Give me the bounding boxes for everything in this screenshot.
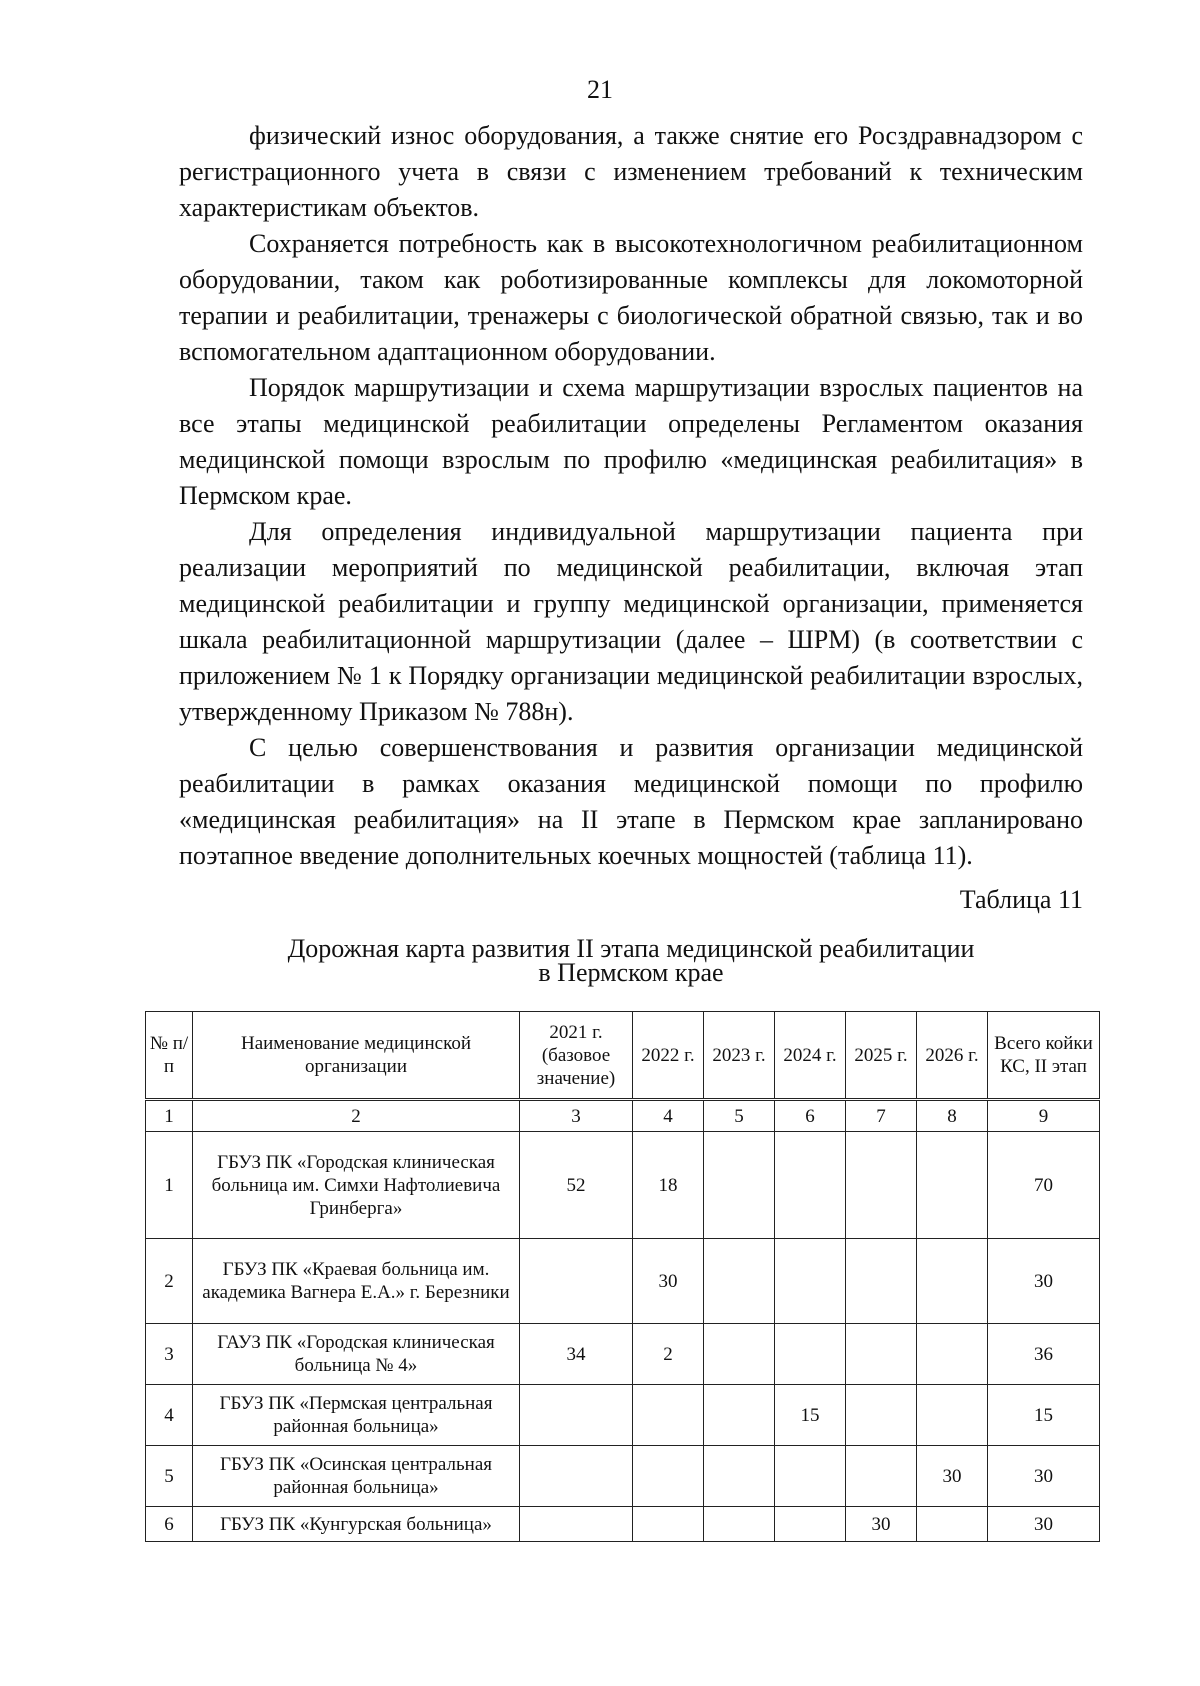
table-cell: 36: [988, 1324, 1100, 1385]
table-cell: [704, 1132, 775, 1239]
table-cell: [704, 1446, 775, 1507]
table-cell: 1: [146, 1132, 193, 1239]
column-number: 8: [917, 1100, 988, 1132]
header-cell: 2023 г.: [704, 1012, 775, 1100]
table-cell: 52: [520, 1132, 633, 1239]
table-cell: [917, 1385, 988, 1446]
paragraph: Для определения индивидуальной маршрутизации пациента при реализации мероприятий по медицинской реабилитации, включая этап медицинской реабилитации и группу медицинской организации, применяется шкала реабилитационной маршрутизации (далее – ШРМ) (в соответствии с приложением № 1 к Порядку организации медицинской реабилитации взрослых, утвержденному Приказом № 788н).: [179, 517, 1083, 726]
table-cell: [633, 1385, 704, 1446]
table-cell: [775, 1132, 846, 1239]
table-cell: [917, 1324, 988, 1385]
column-number: 6: [775, 1100, 846, 1132]
roadmap-table: [145, 1011, 1100, 1542]
table-cell: 3: [146, 1324, 193, 1385]
column-number-row: [146, 1100, 1100, 1132]
table-cell: 2: [633, 1324, 704, 1385]
paragraph: С целью совершенствования и развития организации медицинской реабилитации в рамках оказания медицинской помощи по профилю «медицинская реабилитация» на II этапе в Пермском крае запланировано поэтапное введение дополнительных коечных мощностей (таблица 11).: [179, 733, 1083, 870]
header-cell: Наименование медицинской организации: [193, 1012, 520, 1100]
table-cell: [846, 1132, 917, 1239]
table-cell: [846, 1446, 917, 1507]
column-number: 5: [704, 1100, 775, 1132]
table-cell: 15: [775, 1385, 846, 1446]
table-row: [146, 1239, 1100, 1324]
table-cell: 30: [988, 1239, 1100, 1324]
table-cell: [846, 1239, 917, 1324]
table-cell: [846, 1385, 917, 1446]
table-cell: [775, 1507, 846, 1542]
table-cell: [704, 1507, 775, 1542]
table-cell: 30: [917, 1446, 988, 1507]
table-cell: ГБУЗ ПК «Краевая больница им. академика Вагнера Е.А.» г. Березники: [193, 1239, 520, 1324]
header-cell: Всего койки КС, II этап: [988, 1012, 1100, 1100]
header-cell: 2025 г.: [846, 1012, 917, 1100]
page-number: 21: [587, 75, 613, 104]
table-cell: [704, 1239, 775, 1324]
table-cell: 4: [146, 1385, 193, 1446]
column-number: 2: [193, 1100, 520, 1132]
column-number: 4: [633, 1100, 704, 1132]
table-cell: [917, 1239, 988, 1324]
table-cell: 30: [988, 1446, 1100, 1507]
table-cell: [775, 1239, 846, 1324]
paragraph: Порядок маршрутизации и схема маршрутизации взрослых пациентов на все этапы медицинской реабилитации определены Регламентом оказания медицинской помощи взрослым по профилю «медицинская реабилитация» в Пермском крае.: [179, 373, 1083, 510]
table-cell: [633, 1507, 704, 1542]
table-cell: [704, 1324, 775, 1385]
table-cell: [846, 1324, 917, 1385]
header-cell: 2021 г. (базовое значение): [520, 1012, 633, 1100]
paragraph: физический износ оборудования, а также снятие его Росздравнадзором с регистрационного учета в связи с изменением требований к техническим характеристикам объектов.: [179, 121, 1083, 222]
table-cell: [775, 1446, 846, 1507]
table-cell: [917, 1507, 988, 1542]
table-cell: ГБУЗ ПК «Осинская центральная районная больница»: [193, 1446, 520, 1507]
table-cell: 70: [988, 1132, 1100, 1239]
table-cell: ГБУЗ ПК «Городская клиническая больница им. Симхи Нафтолиевича Гринберга»: [193, 1132, 520, 1239]
table-cell: 2: [146, 1239, 193, 1324]
table-row: [146, 1507, 1100, 1542]
column-number: 7: [846, 1100, 917, 1132]
paragraph: Сохраняется потребность как в высокотехнологичном реабилитационном оборудовании, таком как роботизированные комплексы для локомоторной терапии и реабилитации, тренажеры с биологической обратной связью, так и во вспомогательном адаптационном оборудовании.: [179, 229, 1083, 366]
table-cell: [520, 1385, 633, 1446]
table-cell: ГАУЗ ПК «Городская клиническая больница № 4»: [193, 1324, 520, 1385]
table-cell: ГБУЗ ПК «Пермская центральная районная больница»: [193, 1385, 520, 1446]
table-caption: Таблица 11: [959, 885, 1083, 914]
table-cell: [520, 1446, 633, 1507]
table-cell: 6: [146, 1507, 193, 1542]
table-cell: 15: [988, 1385, 1100, 1446]
table-header-row: [146, 1012, 1100, 1100]
table-cell: [520, 1507, 633, 1542]
header-cell: 2024 г.: [775, 1012, 846, 1100]
table-cell: 18: [633, 1132, 704, 1239]
table-cell: [633, 1446, 704, 1507]
table-cell: 34: [520, 1324, 633, 1385]
table-cell: 5: [146, 1446, 193, 1507]
column-number: 3: [520, 1100, 633, 1132]
header-cell: 2026 г.: [917, 1012, 988, 1100]
table-cell: [704, 1385, 775, 1446]
table-cell: [520, 1239, 633, 1324]
header-cell: № п/п: [146, 1012, 193, 1100]
table-title-line2: в Пермском крае: [538, 958, 724, 987]
table-row: [146, 1385, 1100, 1446]
header-cell: 2022 г.: [633, 1012, 704, 1100]
table-row: [146, 1446, 1100, 1507]
table-cell: ГБУЗ ПК «Кунгурская больница»: [193, 1507, 520, 1542]
table-row: [146, 1132, 1100, 1239]
column-number: 9: [988, 1100, 1100, 1132]
table-title-line1: Дорожная карта развития II этапа медицинской реабилитации: [287, 934, 975, 963]
table-title: [0, 934, 1200, 987]
table-cell: 30: [633, 1239, 704, 1324]
column-number: 1: [146, 1100, 193, 1132]
table-row: [146, 1324, 1100, 1385]
table-cell: [775, 1324, 846, 1385]
table-cell: 30: [988, 1507, 1100, 1542]
table-cell: 30: [846, 1507, 917, 1542]
body-text: [179, 118, 1083, 874]
table-cell: [917, 1132, 988, 1239]
